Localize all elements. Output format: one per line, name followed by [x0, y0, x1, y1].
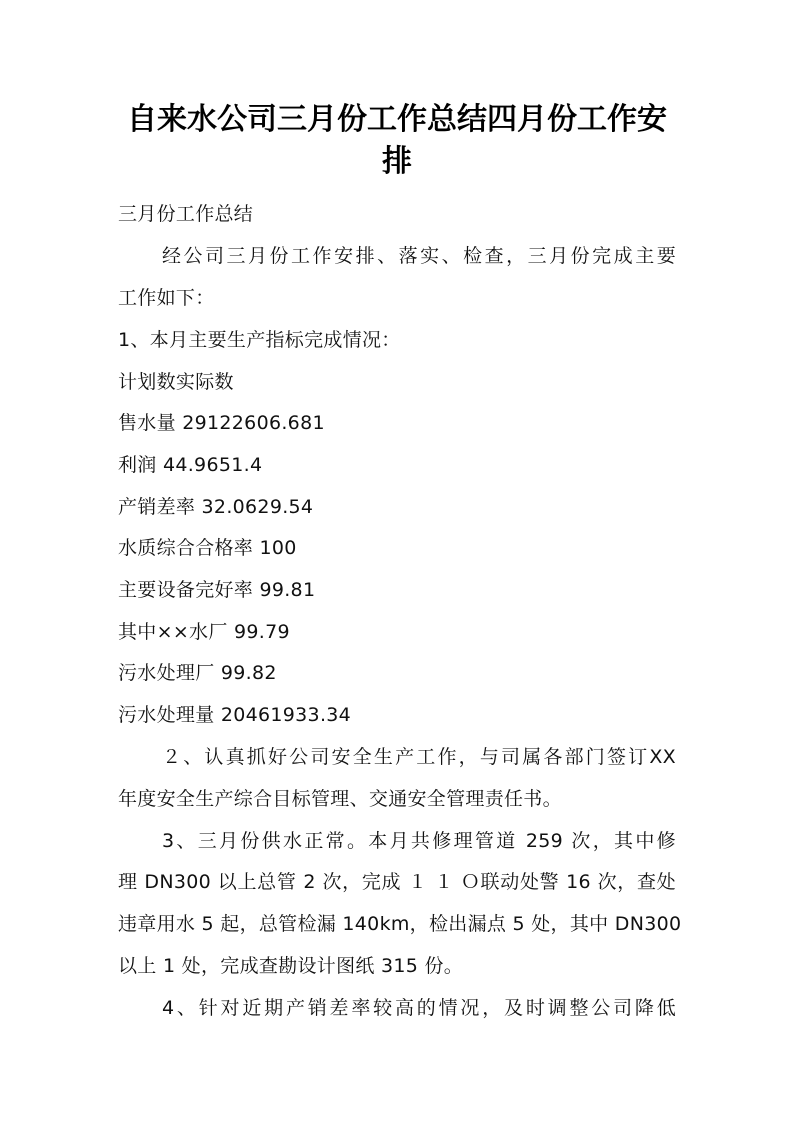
item-3-line-4: 以上 1 处，完成查勘设计图纸 315 份。	[118, 955, 464, 977]
indicator-row: 污水处理厂 99.82	[118, 662, 277, 684]
indicator-row: 水质综合合格率 100	[118, 537, 297, 559]
indicator-table-header: 计划数实际数	[118, 371, 234, 393]
item-2-line-2: 年度安全生产综合目标管理、交通安全管理责任书。	[118, 788, 562, 810]
intro-paragraph-line-1: 经公司三月份工作安排、落实、检查，三月份完成主要	[162, 245, 676, 267]
item-1-heading: 1、本月主要生产指标完成情况：	[118, 329, 401, 351]
indicator-row: 污水处理量 20461933.34	[118, 704, 352, 726]
indicator-row: 产销差率 32.0629.54	[118, 496, 314, 518]
document-title-line-1: 自来水公司三月份工作总结四月份工作安	[127, 102, 667, 137]
intro-paragraph-line-2: 工作如下：	[118, 287, 215, 309]
item-2-line-1: ２、认真抓好公司安全生产工作，与司属各部门签订XX	[162, 746, 676, 768]
indicator-row: 售水量 29122606.681	[118, 412, 325, 434]
document-title-line-2: 排	[382, 144, 412, 179]
item-3-line-1: 3、三月份供水正常。本月共修理管道 259 次，其中修	[162, 830, 676, 852]
item-3-line-3: 违章用水 5 起，总管检漏 140km，检出漏点 5 处，其中 DN300	[118, 913, 682, 935]
indicator-row: 其中××水厂 99.79	[118, 621, 290, 643]
indicator-row: 主要设备完好率 99.81	[118, 579, 316, 601]
item-4-line-1: 4、针对近期产销差率较高的情况，及时调整公司降低	[162, 997, 676, 1019]
indicator-row: 利润 44.9651.4	[118, 454, 263, 476]
item-3-line-2: 理 DN300 以上总管 2 次，完成 １ １ Ｏ联动处警 16 次，查处	[118, 871, 676, 893]
section-heading: 三月份工作总结	[118, 203, 254, 225]
